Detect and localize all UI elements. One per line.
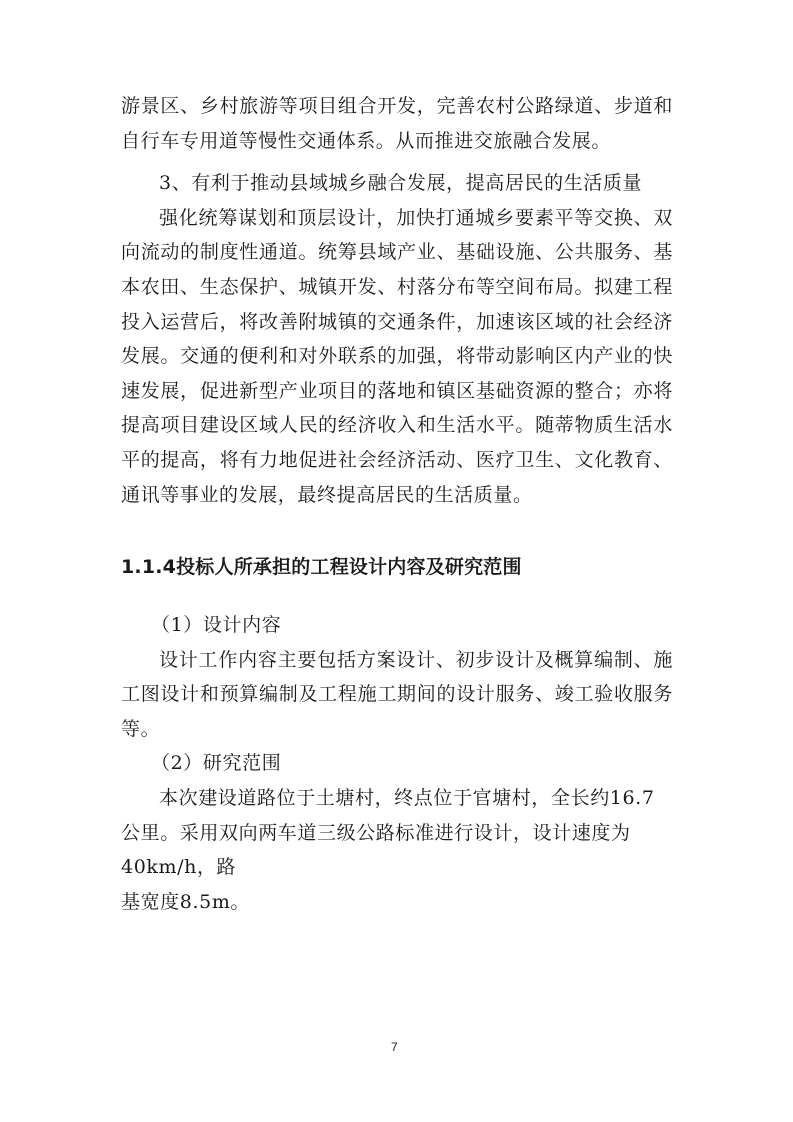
paragraph-research-scope: 本次建设道路位于土塘村，终点位于官塘村，全长约16.7公里。采用双向两车道三级公路标准进行设计，设计速度为40km/h，路 <box>121 786 655 879</box>
section-heading-1-1-4: 1.1.4投标人所承担的工程设计内容及研究范围 <box>121 556 522 578</box>
paragraph-urban-rural-integration: 强化统筹谋划和顶层设计，加快打通城乡要素平等交换、双向流动的制度性通道。统筹县域产业、基础设施、公共服务、基本农田、生态保护、城镇开发、村落分布等空间布局。拟建工程投入运营后，将改善附城镇的交通条件，加速该区域的社会经济发展。交通的便利和对外联系的加强，将带动影响区内产业的快速发展，促进新型产业项目的落地和镇区基础资源的整合；亦将提高项目建设区域人民的经济收入和生活水平。随蒂物质生活水平的提高，将有力地促进社会经济活动、医疗卫生、文化教育、通讯等事业的发展，最终提高居民的生活质量。 <box>121 206 673 506</box>
paragraph-research-scope-end: 基宽度8.5m。 <box>121 890 251 913</box>
section-body-1 <box>121 89 673 512</box>
section-body-2 <box>121 608 673 919</box>
page-number: 7 <box>391 1040 398 1054</box>
subheading-urban-rural-integration: 3、有利于推动县域城乡融合发展，提高居民的生活质量 <box>159 172 643 195</box>
item-research-scope-label: （2）研究范围 <box>151 752 282 775</box>
paragraph-design-content: 设计工作内容主要包括方案设计、初步设计及概算编制、施工图设计和预算编制及工程施工期间的设计服务、竣工验收服务等。 <box>121 648 673 740</box>
item-design-content-label: （1）设计内容 <box>151 614 282 636</box>
paragraph-tourism-continuation: 游景区、乡村旅游等项目组合开发，完善农村公路绿道、步道和自行车专用道等慢性交通体系。从而推进交旅融合发展。 <box>121 95 673 152</box>
